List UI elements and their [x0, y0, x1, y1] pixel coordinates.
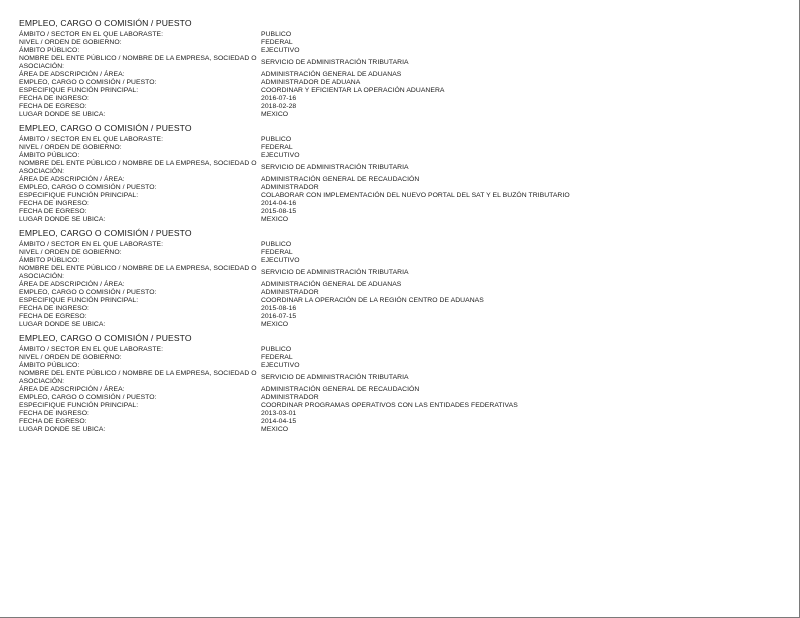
field-lugar — [19, 321, 779, 329]
field-ambito-publico — [19, 362, 779, 370]
field-area — [19, 281, 779, 289]
field-label: ESPECIFIQUE FUNCIÓN PRINCIPAL: — [19, 192, 139, 199]
field-label: FECHA DE INGRESO: — [19, 200, 89, 207]
field-label: ESPECIFIQUE FUNCIÓN PRINCIPAL: — [19, 87, 139, 94]
field-value: 2014-04-15 — [261, 418, 297, 425]
field-value: ADMINISTRADOR — [261, 184, 319, 191]
field-label: FECHA DE EGRESO: — [19, 208, 87, 215]
field-label: NIVEL / ORDEN DE GOBIERNO: — [19, 144, 122, 151]
field-value: FEDERAL — [261, 144, 293, 151]
field-funcion — [19, 402, 779, 410]
field-area — [19, 386, 779, 394]
field-label: ÁREA DE ADSCRIPCIÓN / ÁREA: — [19, 176, 125, 183]
field-ambito-sector — [19, 136, 779, 144]
field-value: MEXICO — [261, 426, 289, 433]
field-fecha-ingreso — [19, 200, 779, 208]
field-value: 2018-02-28 — [261, 103, 297, 110]
field-nivel — [19, 39, 779, 47]
field-label: ESPECIFIQUE FUNCIÓN PRINCIPAL: — [19, 402, 139, 409]
field-label: FECHA DE INGRESO: — [19, 305, 89, 312]
field-fecha-ingreso — [19, 410, 779, 418]
section-title: EMPLEO, CARGO O COMISIÓN / PUESTO — [19, 333, 192, 343]
field-label: LUGAR DONDE SE UBICA: — [19, 111, 106, 118]
field-label: EMPLEO, CARGO O COMISIÓN / PUESTO: — [19, 394, 157, 401]
field-value: ADMINISTRACIÓN GENERAL DE RECAUDACIÓN — [261, 386, 420, 393]
field-lugar — [19, 426, 779, 434]
section-title: EMPLEO, CARGO O COMISIÓN / PUESTO — [19, 228, 192, 238]
field-label: FECHA DE INGRESO: — [19, 95, 89, 102]
field-value: ADMINISTRACIÓN GENERAL DE RECAUDACIÓN — [261, 176, 420, 183]
field-value: 2015-08-15 — [261, 208, 297, 215]
field-nombre-ente — [19, 370, 779, 386]
field-value: SERVICIO DE ADMINISTRACIÓN TRIBUTARIA — [261, 164, 409, 171]
field-lugar — [19, 216, 779, 224]
field-nivel — [19, 354, 779, 362]
field-ambito-publico — [19, 257, 779, 265]
field-label: FECHA DE EGRESO: — [19, 418, 87, 425]
field-value: ADMINISTRADOR DE ADUANA — [261, 79, 361, 86]
section-title: EMPLEO, CARGO O COMISIÓN / PUESTO — [19, 18, 192, 28]
employment-entry — [19, 122, 779, 224]
field-value: COLABORAR CON IMPLEMENTACIÓN DEL NUEVO PORTAL DEL SAT Y EL BUZÓN TRIBUTARIO — [261, 192, 570, 199]
field-value: COORDINAR LA OPERACIÓN DE LA REGIÓN CENTRO DE ADUANAS — [261, 297, 484, 304]
field-funcion — [19, 297, 779, 305]
field-nivel — [19, 249, 779, 257]
field-empleo — [19, 289, 779, 297]
field-empleo — [19, 79, 779, 87]
field-fecha-ingreso — [19, 305, 779, 313]
field-value: SERVICIO DE ADMINISTRACIÓN TRIBUTARIA — [261, 59, 409, 66]
field-label: ÁMBITO / SECTOR EN EL QUE LABORASTE: — [19, 346, 164, 353]
field-value: FEDERAL — [261, 354, 293, 361]
field-fecha-egreso — [19, 208, 779, 216]
field-label: NOMBRE DEL ENTE PÚBLICO / NOMBRE DE LA EMPRESA, SOCIEDAD O ASOCIACIÓN: — [19, 55, 257, 70]
field-fecha-egreso — [19, 313, 779, 321]
field-label: FECHA DE INGRESO: — [19, 410, 89, 417]
field-label: ÁMBITO / SECTOR EN EL QUE LABORASTE: — [19, 31, 164, 38]
field-label: FECHA DE EGRESO: — [19, 313, 87, 320]
field-label: EMPLEO, CARGO O COMISIÓN / PUESTO: — [19, 184, 157, 191]
field-value: EJECUTIVO — [261, 257, 300, 264]
field-value: ADMINISTRACIÓN GENERAL DE ADUANAS — [261, 71, 402, 78]
field-label: ÁREA DE ADSCRIPCIÓN / ÁREA: — [19, 71, 125, 78]
employment-history — [19, 17, 779, 437]
field-label: NIVEL / ORDEN DE GOBIERNO: — [19, 39, 122, 46]
field-area — [19, 71, 779, 79]
field-funcion — [19, 87, 779, 95]
field-value: SERVICIO DE ADMINISTRACIÓN TRIBUTARIA — [261, 269, 409, 276]
field-label: ÁREA DE ADSCRIPCIÓN / ÁREA: — [19, 281, 125, 288]
field-label: ESPECIFIQUE FUNCIÓN PRINCIPAL: — [19, 297, 139, 304]
field-label: LUGAR DONDE SE UBICA: — [19, 426, 106, 433]
field-value: SERVICIO DE ADMINISTRACIÓN TRIBUTARIA — [261, 374, 409, 381]
field-label: NIVEL / ORDEN DE GOBIERNO: — [19, 249, 122, 256]
field-label: ÁMBITO / SECTOR EN EL QUE LABORASTE: — [19, 136, 164, 143]
field-label: FECHA DE EGRESO: — [19, 103, 87, 110]
field-area — [19, 176, 779, 184]
field-empleo — [19, 184, 779, 192]
field-label: ÁREA DE ADSCRIPCIÓN / ÁREA: — [19, 386, 125, 393]
field-value: MEXICO — [261, 111, 289, 118]
field-label: NOMBRE DEL ENTE PÚBLICO / NOMBRE DE LA EMPRESA, SOCIEDAD O ASOCIACIÓN: — [19, 160, 257, 175]
field-value: ADMINISTRADOR — [261, 394, 319, 401]
field-nombre-ente — [19, 265, 779, 281]
field-value: 2014-04-16 — [261, 200, 297, 207]
employment-entry — [19, 17, 779, 119]
field-value: PUBLICO — [261, 136, 292, 143]
field-funcion — [19, 192, 779, 200]
field-label: NIVEL / ORDEN DE GOBIERNO: — [19, 354, 122, 361]
field-value: 2015-08-16 — [261, 305, 297, 312]
field-value: EJECUTIVO — [261, 152, 300, 159]
field-nombre-ente — [19, 160, 779, 176]
section-title: EMPLEO, CARGO O COMISIÓN / PUESTO — [19, 123, 192, 133]
field-value: FEDERAL — [261, 39, 293, 46]
field-value: 2016-07-15 — [261, 313, 297, 320]
field-fecha-egreso — [19, 103, 779, 111]
field-label: ÁMBITO PÚBLICO: — [19, 362, 80, 369]
field-value: PUBLICO — [261, 346, 292, 353]
field-ambito-sector — [19, 346, 779, 354]
employment-entry — [19, 227, 779, 329]
field-nombre-ente — [19, 55, 779, 71]
field-value: EJECUTIVO — [261, 362, 300, 369]
field-fecha-ingreso — [19, 95, 779, 103]
field-value: FEDERAL — [261, 249, 293, 256]
field-value: MEXICO — [261, 216, 289, 223]
field-nivel — [19, 144, 779, 152]
field-value: PUBLICO — [261, 31, 292, 38]
field-fecha-egreso — [19, 418, 779, 426]
field-value: PUBLICO — [261, 241, 292, 248]
field-label: ÁMBITO PÚBLICO: — [19, 152, 80, 159]
field-value: COORDINAR PROGRAMAS OPERATIVOS CON LAS ENTIDADES FEDERATIVAS — [261, 402, 518, 409]
field-label: LUGAR DONDE SE UBICA: — [19, 216, 106, 223]
field-value: COORDINAR Y EFICIENTAR LA OPERACIÓN ADUANERA — [261, 87, 445, 94]
field-value: 2016-07-16 — [261, 95, 297, 102]
field-value: ADMINISTRADOR — [261, 289, 319, 296]
field-ambito-publico — [19, 152, 779, 160]
field-empleo — [19, 394, 779, 402]
field-value: EJECUTIVO — [261, 47, 300, 54]
employment-entry — [19, 332, 779, 434]
field-ambito-sector — [19, 241, 779, 249]
field-value: ADMINISTRACIÓN GENERAL DE ADUANAS — [261, 281, 402, 288]
field-label: ÁMBITO PÚBLICO: — [19, 47, 80, 54]
field-label: LUGAR DONDE SE UBICA: — [19, 321, 106, 328]
field-label: ÁMBITO PÚBLICO: — [19, 257, 80, 264]
field-label: ÁMBITO / SECTOR EN EL QUE LABORASTE: — [19, 241, 164, 248]
field-value: MEXICO — [261, 321, 289, 328]
field-ambito-publico — [19, 47, 779, 55]
field-lugar — [19, 111, 779, 119]
field-label: NOMBRE DEL ENTE PÚBLICO / NOMBRE DE LA EMPRESA, SOCIEDAD O ASOCIACIÓN: — [19, 265, 257, 280]
field-value: 2013-03-01 — [261, 410, 297, 417]
field-ambito-sector — [19, 31, 779, 39]
field-label: EMPLEO, CARGO O COMISIÓN / PUESTO: — [19, 79, 157, 86]
field-label: EMPLEO, CARGO O COMISIÓN / PUESTO: — [19, 289, 157, 296]
field-label: NOMBRE DEL ENTE PÚBLICO / NOMBRE DE LA EMPRESA, SOCIEDAD O ASOCIACIÓN: — [19, 370, 257, 385]
